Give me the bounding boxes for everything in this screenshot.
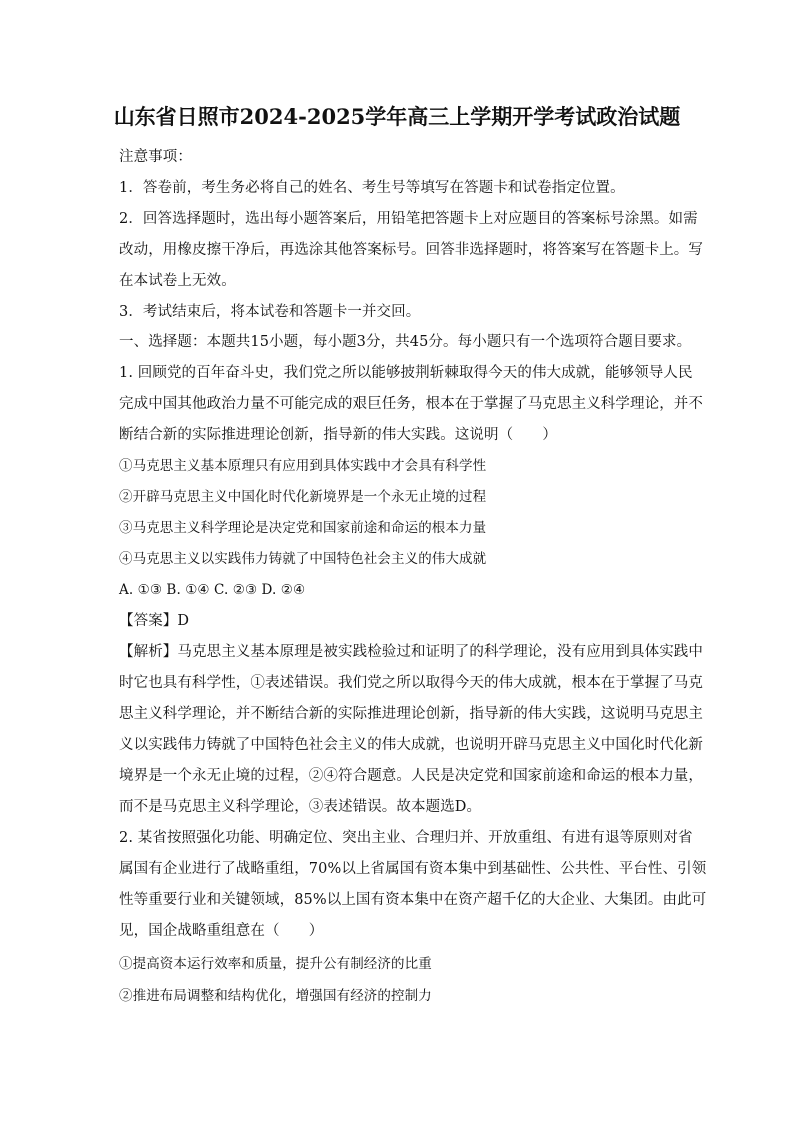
section-heading: 一、选择题：本题共15小题，每小题3分，共45分。每小题只有一个选项符合题目要求。 <box>119 334 692 350</box>
question-2-statement-1: ①提高资本运行效率和质量，提升公有制经济的比重 <box>119 956 432 972</box>
question-2-line-3: 性等重要行业和关键领域，85%以上国有资本集中在资产超千亿的大企业、大集团。由此可 <box>119 892 707 908</box>
page-title: 山东省日照市2024-2025学年高三上学期开学考试政治试题 <box>113 104 681 129</box>
question-1-answer: 【答案】D <box>119 613 190 629</box>
question-1-line-1: 1. 回顾党的百年奋斗史，我们党之所以能够披荆斩棘取得今天的伟大成就，能够领导人民 <box>119 365 693 381</box>
notice-item-2-line-3: 在本试卷上无效。 <box>119 273 236 289</box>
question-2-line-1: 2. 某省按照强化功能、明确定位、突出主业、合理归并、开放重组、有进有退等原则对省 <box>119 830 693 846</box>
question-1-line-3: 断结合新的实际推进理论创新，指导新的伟大实践。这说明（ ） <box>119 427 557 443</box>
question-1-statement-3: ③马克思主义科学理论是决定党和国家前途和命运的根本力量 <box>119 520 487 536</box>
question-1-choices: A. ①③ B. ①④ C. ②③ D. ②④ <box>119 582 306 598</box>
question-1-statement-1: ①马克思主义基本原理只有应用到具体实践中才会具有科学性 <box>119 458 487 474</box>
notice-heading: 注意事项： <box>119 149 192 165</box>
question-1-line-2: 完成中国其他政治力量不可能完成的艰巨任务，根本在于掌握了马克思主义科学理论，并不 <box>119 396 703 412</box>
question-1-analysis-line-3: 思主义科学理论，并不断结合新的实际推进理论创新，指导新的伟大实践，这说明马克思主 <box>119 706 703 722</box>
question-1-analysis-line-6: 而不是马克思主义科学理论，③表述错误。故本题选D。 <box>119 799 482 815</box>
question-2-line-2: 属国有企业进行了战略重组，70%以上省属国有资本集中到基础性、公共性、平台性、引领 <box>119 861 707 877</box>
question-1-analysis-line-1: 【解析】马克思主义基本原理是被实践检验过和证明了的科学理论，没有应用到具体实践中 <box>119 644 703 660</box>
question-1-statement-2: ②开辟马克思主义中国化时代化新境界是一个永无止境的过程 <box>119 489 487 505</box>
notice-item-2-line-2: 改动，用橡皮擦干净后，再选涂其他答案标号。回答非选择题时，将答案写在答题卡上。写 <box>119 242 703 258</box>
notice-item-2-line-1: 2．回答选择题时，选出每小题答案后，用铅笔把答题卡上对应题目的答案标号涂黑。如需 <box>119 211 698 227</box>
question-1-statement-4: ④马克思主义以实践伟力铸就了中国特色社会主义的伟大成就 <box>119 551 487 567</box>
notice-item-1: 1．答卷前，考生务必将自己的姓名、考生号等填写在答题卡和试卷指定位置。 <box>119 180 625 196</box>
question-1-analysis-line-2: 时它也具有科学性，①表述错误。我们党之所以取得今天的伟大成就，根本在于掌握了马克 <box>119 675 703 691</box>
notice-item-3: 3．考试结束后，将本试卷和答题卡一并交回。 <box>119 304 421 320</box>
question-1-analysis-line-5: 境界是一个永无止境的过程，②④符合题意。人民是决定党和国家前途和命运的根本力量， <box>119 768 703 784</box>
question-1-analysis-line-4: 义以实践伟力铸就了中国特色社会主义的伟大成就，也说明开辟马克思主义中国化时代化新 <box>119 737 703 753</box>
question-2-statement-2: ②推进布局调整和结构优化，增强国有经济的控制力 <box>119 988 432 1004</box>
question-2-line-4: 见，国企战略重组意在（ ） <box>119 923 324 939</box>
